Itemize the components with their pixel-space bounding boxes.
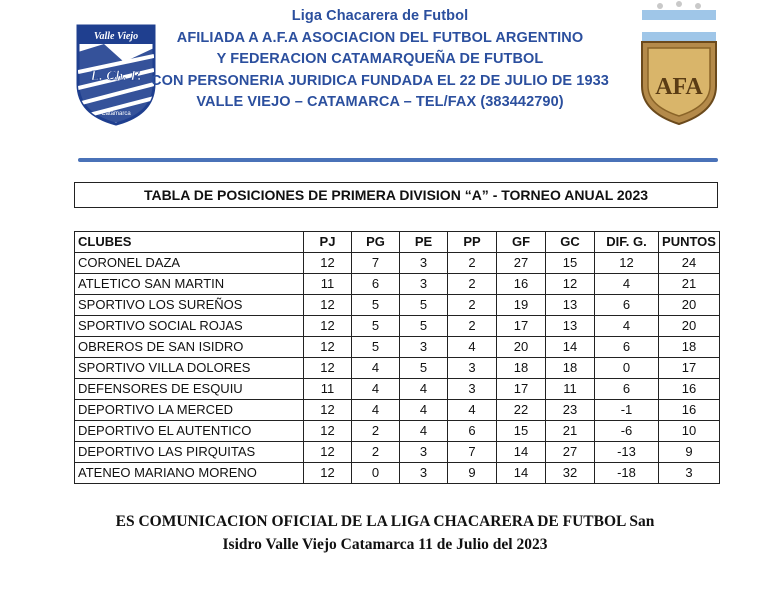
stat-cell: 5 (352, 337, 400, 358)
stat-cell: 20 (659, 316, 720, 337)
stat-cell: 12 (546, 274, 595, 295)
header-line-3: Y FEDERACION CATAMARQUEÑA DE FUTBOL (216, 51, 544, 67)
stat-cell: 11 (304, 379, 352, 400)
stat-cell: 4 (352, 400, 400, 421)
col-header-dif: DIF. G. (595, 232, 659, 253)
col-header-pg: PG (352, 232, 400, 253)
stat-cell: 14 (497, 463, 546, 484)
table-body (75, 253, 720, 484)
club-name-cell: DEPORTIVO LAS PIRQUITAS (75, 442, 304, 463)
stat-cell: -6 (595, 421, 659, 442)
stat-cell: 4 (448, 337, 497, 358)
stat-cell: 20 (659, 295, 720, 316)
stat-cell: 27 (497, 253, 546, 274)
stat-cell: 12 (304, 442, 352, 463)
table-row (75, 442, 720, 463)
club-name-cell: ATLETICO SAN MARTIN (75, 274, 304, 295)
table-row (75, 316, 720, 337)
table-header-row (75, 232, 720, 253)
stat-cell: 27 (546, 442, 595, 463)
stat-cell: 3 (400, 442, 448, 463)
stat-cell: 12 (304, 463, 352, 484)
stat-cell: 4 (595, 274, 659, 295)
stat-cell: 11 (546, 379, 595, 400)
stat-cell: 5 (400, 316, 448, 337)
stat-cell: 21 (659, 274, 720, 295)
col-header-puntos: PUNTOS (659, 232, 720, 253)
table-row (75, 295, 720, 316)
stat-cell: 17 (497, 316, 546, 337)
stat-cell: 12 (304, 253, 352, 274)
stat-cell: 19 (497, 295, 546, 316)
stat-cell: 18 (497, 358, 546, 379)
stat-cell: 16 (497, 274, 546, 295)
stat-cell: 20 (497, 337, 546, 358)
afa-letters: AFA (655, 74, 703, 100)
stat-cell: 5 (400, 358, 448, 379)
stat-cell: 12 (304, 337, 352, 358)
col-header-pp: PP (448, 232, 497, 253)
stat-cell: 32 (546, 463, 595, 484)
club-name-cell: DEPORTIVO EL AUTENTICO (75, 421, 304, 442)
club-name-cell: SPORTIVO LOS SUREÑOS (75, 295, 304, 316)
stat-cell: -13 (595, 442, 659, 463)
club-name-cell: CORONEL DAZA (75, 253, 304, 274)
table-row (75, 463, 720, 484)
stat-cell: 7 (352, 253, 400, 274)
footer-line-2: Isidro Valle Viejo Catamarca 11 de Julio del 2023 (222, 536, 548, 553)
stat-cell: 24 (659, 253, 720, 274)
col-header-pe: PE (400, 232, 448, 253)
stat-cell: 4 (595, 316, 659, 337)
stat-cell: 13 (546, 295, 595, 316)
stat-cell: 9 (448, 463, 497, 484)
stat-cell: 2 (448, 253, 497, 274)
stat-cell: 12 (304, 421, 352, 442)
stat-cell: 6 (448, 421, 497, 442)
stat-cell: 23 (546, 400, 595, 421)
club-name-cell: ATENEO MARIANO MORENO (75, 463, 304, 484)
stat-cell: 17 (497, 379, 546, 400)
stat-cell: 2 (448, 316, 497, 337)
stat-cell: 21 (546, 421, 595, 442)
table-row (75, 400, 720, 421)
stat-cell: 4 (400, 400, 448, 421)
stat-cell: 15 (497, 421, 546, 442)
stat-cell: 5 (400, 295, 448, 316)
stat-cell: 14 (497, 442, 546, 463)
standings-table (74, 231, 720, 484)
stat-cell: 2 (448, 274, 497, 295)
stat-cell: 3 (400, 253, 448, 274)
stat-cell: 3 (659, 463, 720, 484)
stat-cell: 2 (352, 421, 400, 442)
stat-cell: 4 (352, 379, 400, 400)
col-header-pj: PJ (304, 232, 352, 253)
stat-cell: 2 (352, 442, 400, 463)
logo-top-text: Valle Viejo (93, 31, 139, 42)
stat-cell: 16 (659, 400, 720, 421)
table-title: TABLA DE POSICIONES DE PRIMERA DIVISION “A” - TORNEO ANUAL 2023 (74, 182, 718, 208)
club-name-cell: DEPORTIVO LA MERCED (75, 400, 304, 421)
club-name-cell: DEFENSORES DE ESQUIU (75, 379, 304, 400)
stat-cell: 6 (595, 295, 659, 316)
liga-shield-icon (74, 22, 158, 128)
stat-cell: 3 (400, 337, 448, 358)
header-line-4: CON PERSONERIA JURIDICA FUNDADA EL 22 DE JULIO DE 1933 (151, 72, 609, 89)
stat-cell: 13 (546, 316, 595, 337)
stat-cell: 7 (448, 442, 497, 463)
club-name-cell: OBREROS DE SAN ISIDRO (75, 337, 304, 358)
stat-cell: 3 (400, 274, 448, 295)
stat-cell: 12 (304, 295, 352, 316)
stat-cell: 12 (304, 316, 352, 337)
stat-cell: 14 (546, 337, 595, 358)
logo-letters: L. Ch. F. (90, 69, 142, 84)
afa-logo (636, 0, 722, 128)
stat-cell: 6 (352, 274, 400, 295)
stat-cell: 5 (352, 316, 400, 337)
stat-cell: 4 (448, 400, 497, 421)
stat-cell: 22 (497, 400, 546, 421)
stat-cell: 4 (400, 421, 448, 442)
club-name-cell: SPORTIVO SOCIAL ROJAS (75, 316, 304, 337)
col-header-gc: GC (546, 232, 595, 253)
col-header-gf: GF (497, 232, 546, 253)
table-row (75, 421, 720, 442)
club-name-cell: SPORTIVO VILLA DOLORES (75, 358, 304, 379)
header-line-5: VALLE VIEJO – CATAMARCA – TEL/FAX (383442790) (196, 94, 564, 110)
stat-cell: 17 (659, 358, 720, 379)
stat-cell: 3 (400, 463, 448, 484)
stat-cell: 9 (659, 442, 720, 463)
table-row (75, 274, 720, 295)
stat-cell: 6 (595, 379, 659, 400)
stat-cell: 18 (659, 337, 720, 358)
header-divider (78, 158, 718, 162)
col-header-clubes: CLUBES (75, 232, 304, 253)
stat-cell: 18 (546, 358, 595, 379)
afa-crest-icon (636, 0, 722, 128)
liga-chacarera-logo (74, 22, 158, 128)
table-row (75, 253, 720, 274)
stat-cell: 6 (595, 337, 659, 358)
official-communication (60, 510, 710, 556)
stat-cell: 0 (352, 463, 400, 484)
stat-cell: -1 (595, 400, 659, 421)
stat-cell: 2 (448, 295, 497, 316)
table-row (75, 337, 720, 358)
stat-cell: 12 (304, 358, 352, 379)
table-row (75, 379, 720, 400)
footer-line-1: ES COMUNICACION OFICIAL DE LA LIGA CHACARERA DE FUTBOL San (115, 513, 655, 530)
stat-cell: 3 (448, 379, 497, 400)
stat-cell: 4 (400, 379, 448, 400)
stat-cell: 15 (546, 253, 595, 274)
stat-cell: 16 (659, 379, 720, 400)
stat-cell: 11 (304, 274, 352, 295)
stat-cell: 10 (659, 421, 720, 442)
stat-cell: 0 (595, 358, 659, 379)
stat-cell: 4 (352, 358, 400, 379)
stat-cell: 5 (352, 295, 400, 316)
header-line-1: Liga Chacarera de Futbol (291, 8, 469, 24)
logo-bottom-text: Catamarca (101, 111, 131, 117)
stat-cell: -18 (595, 463, 659, 484)
stat-cell: 12 (595, 253, 659, 274)
stat-cell: 12 (304, 400, 352, 421)
table-row (75, 358, 720, 379)
stat-cell: 3 (448, 358, 497, 379)
league-header (150, 6, 610, 114)
header-line-2: AFILIADA A A.F.A ASOCIACION DEL FUTBOL ARGENTINO (176, 29, 584, 46)
